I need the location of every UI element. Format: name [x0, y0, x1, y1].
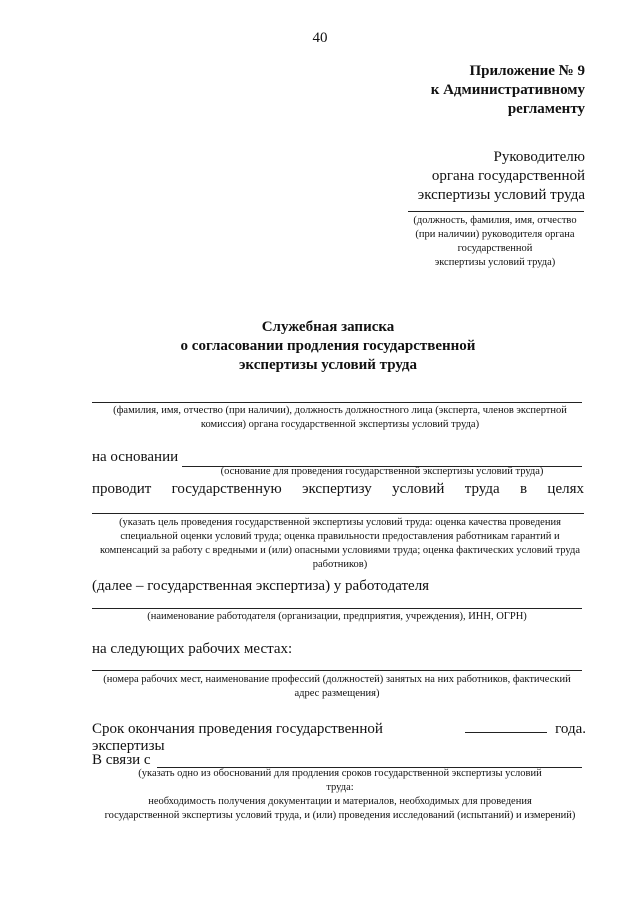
page-number: 40 [312, 30, 328, 46]
appendix-line: к Административному [430, 82, 585, 98]
recipient-fill-line [408, 211, 584, 212]
basis-hint: (основание для проведения государственной экспертизы условий труда) [220, 466, 544, 477]
conducts-word: целях [547, 481, 584, 497]
conducts-word: проводит [92, 481, 152, 497]
recipient-line: экспертизы условий труда [417, 187, 585, 203]
workplaces-text: на следующих рабочих местах: [92, 641, 293, 657]
employer-hint: (наименование работодателя (организации, предприятия, учреждения), ИНН, ОГРН) [147, 611, 527, 622]
recipient-block [418, 148, 585, 205]
recipient-hint: (должность, фамилия, имя, отчество (при наличии) руководителя органа государственной экспертизы условий труда) [413, 215, 577, 268]
deadline-row [92, 718, 586, 755]
appendix-header [431, 62, 585, 119]
deadline-suffix: года. [555, 721, 587, 737]
appendix-line: Приложение № 9 [469, 63, 585, 79]
document-title: Служебная записка о согласовании продления государственной экспертизы условий труда [180, 319, 476, 373]
conducts-word: условий [392, 481, 445, 497]
official-hint: (фамилия, имя, отчество (при наличии), должность должностного лица (эксперта, членов экспертной комиссия) органа государственной экспертизы условий труда) [113, 405, 567, 430]
conducts-word: государственную [171, 481, 282, 497]
conducts-word: в [519, 481, 528, 497]
employer-text: (далее – государственная экспертиза) у работодателя [92, 578, 430, 594]
workplaces-fill-line [92, 670, 582, 671]
deadline-text: Срок окончания проведения государственной экспертизы [92, 721, 383, 754]
appendix-line: регламенту [507, 101, 585, 117]
purpose-fill-line [92, 513, 584, 514]
conducts-word: труда [464, 481, 500, 497]
workplaces-hint: (номера рабочих мест, наименование профессий (должностей) занятых на них работников, фактический адрес размещения) [103, 674, 571, 699]
conducts-word: экспертизу [302, 481, 372, 497]
recipient-line: органа государственной [431, 168, 585, 184]
recipient-line: Руководителю [493, 149, 585, 165]
deadline-fill-line [465, 718, 547, 733]
purpose-hint: (указать цель проведения государственной экспертизы условий труда: оценка качества проведения специальной оценки условий труда; оценка правильности предоставления работникам гарантий и компенсаций за работу с вредными и (или) опасными условиями труда; оценка фактических условий труда работников) [100, 517, 580, 570]
conducts-row [92, 481, 584, 498]
reason-hint: (указать одно из обоснований для продления сроков государственной экспертизы условий труда: необходимость получения документации и материалов, необходимых для проведения государственной экспертизы условий труда, и (или) проведения исследований (испытаний) и измерений) [104, 768, 576, 821]
official-fill-line [92, 402, 582, 403]
basis-label: на основании [92, 449, 179, 465]
reason-label: В связи с [92, 752, 151, 768]
employer-fill-line [92, 608, 582, 609]
